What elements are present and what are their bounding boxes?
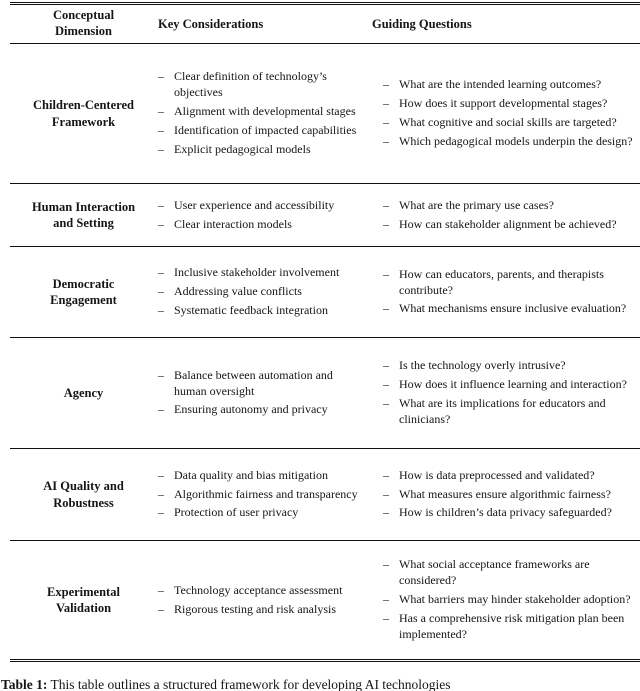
table-bottom-rule (10, 659, 640, 662)
list-dash-marker: – (158, 302, 164, 317)
question-item (383, 301, 638, 317)
questions-list (371, 260, 640, 325)
header-key-considerations: Key Considerations (158, 16, 264, 31)
list-dash-marker: – (383, 197, 389, 212)
table-row (10, 44, 640, 184)
question-item-text: What cognitive and social skills are targeted? (399, 115, 617, 129)
consideration-item (158, 487, 363, 503)
table-caption (1, 676, 640, 691)
list-dash-marker: – (158, 197, 164, 212)
question-item-text: What barriers may hinder stakeholder adoption? (399, 592, 631, 607)
list-dash-marker: – (158, 601, 164, 616)
consideration-item (158, 69, 363, 101)
list-dash-marker: – (158, 582, 164, 597)
list-dash-marker: – (158, 69, 164, 84)
questions-list (371, 351, 640, 435)
dimension-cell (10, 247, 157, 337)
question-item (383, 557, 638, 589)
list-dash-marker: – (158, 505, 164, 520)
consideration-item (158, 602, 363, 618)
question-item-text: What measures ensure algorithmic fairness? (399, 486, 611, 501)
list-dash-marker: – (383, 377, 389, 392)
consideration-item (158, 303, 363, 319)
consideration-item (158, 583, 363, 599)
questions-list (371, 550, 640, 650)
considerations-list (157, 62, 371, 165)
consideration-item-text: Rigorous testing and risk analysis (174, 601, 336, 616)
table-body (10, 44, 640, 659)
dimension-cell (10, 541, 157, 659)
question-item-text: Is the technology overly intrusive? (399, 358, 566, 373)
question-item (383, 217, 638, 233)
list-dash-marker: – (383, 301, 389, 316)
consideration-item (158, 402, 363, 418)
question-item (383, 358, 638, 374)
consideration-item (158, 104, 363, 120)
list-dash-marker: – (383, 505, 389, 520)
question-item (383, 611, 638, 643)
consideration-item (158, 123, 363, 139)
list-dash-marker: – (158, 104, 164, 119)
questions-list (371, 191, 640, 240)
list-dash-marker: – (383, 396, 389, 410)
consideration-item-text: Identification of impacted capabilities (174, 122, 357, 137)
table-caption-text: This table outlines a structured framework for developing AI technologies (50, 677, 451, 691)
dimension-cell (10, 338, 157, 448)
question-item (383, 487, 638, 503)
framework-table (10, 0, 640, 662)
table-caption-label: Table 1: (1, 677, 48, 691)
considerations-list (157, 258, 371, 326)
consideration-item (158, 505, 363, 521)
list-dash-marker: – (383, 557, 389, 572)
question-item-text: How does it support developmental stages? (399, 96, 608, 111)
list-dash-marker: – (383, 266, 389, 281)
consideration-item-text: Clear definition of technology’s objectives (174, 69, 327, 100)
list-dash-marker: – (158, 467, 164, 482)
list-dash-marker: – (383, 115, 389, 129)
question-item (383, 77, 638, 93)
consideration-item-text: Explicit pedagogical models (174, 141, 311, 156)
questions-list (371, 70, 640, 157)
question-item-text: How can stakeholder alignment be achieved? (399, 216, 617, 231)
consideration-item-text: User experience and accessibility (174, 197, 335, 212)
consideration-item-text: Systematic feedback integration (174, 302, 328, 317)
table-row (10, 247, 640, 338)
question-item-text: What mechanisms ensure inclusive evaluation? (399, 301, 627, 316)
consideration-item-text: Protection of user privacy (174, 505, 299, 520)
question-item-text: How is data preprocessed and validated? (399, 467, 595, 482)
consideration-item (158, 468, 363, 484)
consideration-item-text: Inclusive stakeholder involvement (174, 265, 340, 280)
considerations-list (157, 576, 371, 625)
list-dash-marker: – (158, 265, 164, 280)
dimension-cell (10, 44, 157, 183)
question-item (383, 198, 638, 214)
list-dash-marker: – (383, 610, 389, 625)
list-dash-marker: – (383, 592, 389, 607)
consideration-item-text: Clear interaction models (174, 216, 292, 231)
dimension-label: Human Interaction and Setting (31, 199, 136, 230)
list-dash-marker: – (158, 402, 164, 417)
considerations-list (157, 461, 371, 529)
header-conceptual-dimension (10, 8, 157, 39)
list-dash-marker: – (158, 486, 164, 501)
dimension-label: Agency (63, 385, 104, 400)
list-dash-marker: – (383, 486, 389, 501)
question-item-text: Has a comprehensive risk mitigation plan been implemented? (399, 610, 625, 641)
list-dash-marker: – (158, 216, 164, 231)
question-item-text: How is children’s data privacy safeguarded? (399, 505, 612, 520)
list-dash-marker: – (158, 141, 164, 156)
dimension-cell (10, 184, 157, 246)
list-dash-marker: – (158, 284, 164, 299)
question-item (383, 505, 638, 521)
consideration-item (158, 142, 363, 158)
question-item-text: What are the intended learning outcomes? (399, 77, 602, 92)
question-item-text: What are its implications for educators and clinicians? (399, 396, 606, 426)
consideration-item (158, 284, 363, 300)
dimension-label: AI Quality and Robustness (43, 479, 124, 510)
questions-list (371, 461, 640, 529)
list-dash-marker: – (383, 77, 389, 92)
question-item (383, 115, 638, 131)
table-header-row (10, 5, 640, 44)
consideration-item-text: Data quality and bias mitigation (174, 467, 328, 482)
consideration-item-text: Algorithmic fairness and transparency (174, 486, 358, 501)
table-row (10, 338, 640, 449)
question-item (383, 267, 638, 299)
consideration-item (158, 265, 363, 281)
question-item-text: Which pedagogical models underpin the design? (399, 133, 633, 148)
question-item (383, 96, 638, 112)
list-dash-marker: – (383, 467, 389, 482)
list-dash-marker: – (158, 367, 164, 382)
list-dash-marker: – (158, 122, 164, 137)
consideration-item (158, 217, 363, 233)
consideration-item-text: Ensuring autonomy and privacy (174, 402, 328, 417)
header-guiding-questions: Guiding Questions (372, 16, 472, 31)
question-item (383, 377, 638, 393)
consideration-item-text: Technology acceptance assessment (174, 582, 343, 597)
list-dash-marker: – (383, 216, 389, 231)
consideration-item (158, 368, 363, 400)
question-item-text: What social acceptance frameworks are considered? (399, 557, 590, 588)
considerations-list (157, 361, 371, 426)
consideration-item-text: Addressing value conflicts (174, 284, 302, 299)
table-row (10, 541, 640, 659)
consideration-item-text: Alignment with developmental stages (174, 104, 356, 119)
question-item (383, 468, 638, 484)
question-item-text: How does it influence learning and interaction? (399, 377, 627, 392)
dimension-label: Democratic Engagement (50, 276, 117, 307)
dimension-label: Children-Centered Framework (33, 98, 134, 129)
question-item-text: How can educators, parents, and therapists contribute? (399, 266, 604, 297)
question-item (383, 134, 638, 150)
dimension-cell (10, 449, 157, 540)
consideration-item (158, 198, 363, 214)
question-item-text: What are the primary use cases? (399, 197, 554, 212)
considerations-list (157, 191, 371, 240)
header-conceptual-dimension-label: Conceptual Dimension (52, 8, 115, 38)
question-item (383, 396, 638, 428)
consideration-item-text: Balance between automation and human oversight (174, 367, 333, 398)
list-dash-marker: – (383, 133, 389, 148)
table-row (10, 184, 640, 247)
list-dash-marker: – (383, 96, 389, 111)
table-row (10, 449, 640, 541)
dimension-label: Experimental Validation (47, 584, 120, 615)
question-item (383, 592, 638, 608)
list-dash-marker: – (383, 358, 389, 373)
